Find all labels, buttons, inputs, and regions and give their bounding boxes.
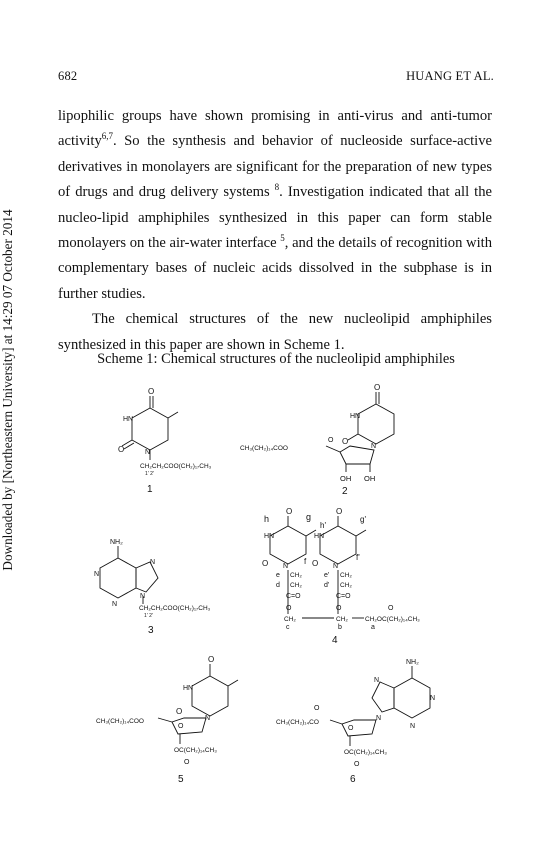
svg-text:O: O: [176, 707, 183, 716]
svg-text:HN: HN: [314, 533, 325, 540]
svg-text:h': h': [320, 521, 326, 530]
svg-text:N: N: [376, 715, 382, 722]
compound-number: 1: [147, 484, 153, 495]
svg-text:N: N: [112, 601, 118, 608]
compound-1: [118, 387, 212, 495]
svg-text:b: b: [338, 624, 342, 631]
svg-text:CH₂OC(CH₂)₁₄CH₃: CH₂OC(CH₂)₁₄CH₃: [365, 616, 420, 623]
svg-text:1' 2': 1' 2': [145, 471, 154, 477]
svg-text:O: O: [312, 559, 319, 568]
svg-text:N: N: [410, 723, 416, 730]
svg-text:HN: HN: [123, 416, 134, 423]
svg-text:CH₂: CH₂: [336, 616, 348, 623]
svg-text:CH₃(CH₂)₁₄CO: CH₃(CH₂)₁₄CO: [276, 719, 319, 726]
svg-text:N: N: [283, 563, 289, 570]
svg-text:O: O: [118, 445, 125, 454]
svg-text:N: N: [140, 593, 146, 600]
compound-3: [94, 539, 211, 636]
scheme-structures: [0, 378, 552, 863]
svg-text:O: O: [208, 655, 215, 664]
body-text: [58, 104, 492, 358]
paragraph-1: lipophilic groups have shown promising in anti-virus and anti-tumor activity$^{6,7}$. So the synthesis and behavior of nucleoside surface-active derivatives in monolayers are significant for the preparation of new types of drugs and drug delivery systems $^8$. Investigation indicated that all the nucleo-lipid amphiphiles synthesized in this paper can form stable monolayers on the air-water interface $^5$, and the details of recognition with complementary bases of nucleic acids dissolved in the subphase is in further studies.: [58, 108, 492, 302]
svg-text:CH₃(CH₂)₁₄COO: CH₃(CH₂)₁₄COO: [240, 445, 288, 452]
svg-text:O: O: [286, 507, 293, 516]
svg-text:O: O: [178, 723, 184, 730]
svg-text:N: N: [145, 449, 151, 456]
svg-text:f': f': [356, 553, 360, 562]
running-title: HUANG ET AL.: [406, 69, 494, 83]
svg-text:h: h: [264, 514, 270, 524]
compound-5: [96, 655, 238, 785]
svg-text:CH₂: CH₂: [290, 582, 302, 589]
svg-text:N: N: [205, 715, 211, 722]
svg-text:N: N: [94, 571, 100, 578]
svg-text:NH₂: NH₂: [110, 539, 123, 546]
svg-text:CH₃(CH₂)₁₄COO: CH₃(CH₂)₁₄COO: [96, 718, 144, 725]
svg-text:O: O: [314, 705, 320, 712]
svg-text:O: O: [328, 437, 334, 444]
svg-text:O: O: [374, 383, 381, 392]
svg-text:O: O: [148, 387, 155, 396]
svg-text:g': g': [360, 515, 366, 524]
compound-6: [276, 659, 435, 785]
svg-text:C=O: C=O: [336, 593, 351, 600]
svg-text:1' 2': 1' 2': [144, 613, 153, 619]
citation: 6,7: [101, 131, 114, 142]
svg-text:e: e: [276, 572, 280, 579]
compound-number: 3: [148, 625, 154, 636]
page-number: 682: [58, 69, 78, 83]
compound-2: [240, 383, 394, 497]
svg-text:HN: HN: [350, 413, 361, 420]
svg-text:HN: HN: [264, 533, 275, 540]
svg-text:N: N: [333, 563, 339, 570]
svg-text:CH₂: CH₂: [340, 572, 352, 579]
paragraph-2: The chemical structures of the new nucleolipid amphiphiles synthesized in this paper are shown in Scheme 1.: [58, 311, 492, 353]
svg-text:CH₂CH₂COO(CH₂)₁₇CH₃: CH₂CH₂COO(CH₂)₁₇CH₃: [140, 463, 212, 470]
svg-text:O: O: [336, 605, 342, 612]
svg-text:d': d': [324, 582, 330, 589]
svg-text:OC(CH₂)₁₄CH₃: OC(CH₂)₁₄CH₃: [174, 747, 217, 754]
svg-text:CH₂: CH₂: [290, 572, 302, 579]
compound-number: 4: [332, 635, 338, 646]
svg-text:O: O: [336, 507, 343, 516]
svg-text:O: O: [286, 605, 292, 612]
svg-text:d: d: [276, 582, 280, 589]
svg-text:N: N: [150, 559, 156, 566]
svg-text:O: O: [184, 759, 190, 766]
svg-text:g: g: [306, 512, 312, 522]
svg-text:OH: OH: [340, 474, 352, 483]
svg-text:OC(CH₂)₁₄CH₃: OC(CH₂)₁₄CH₃: [344, 749, 387, 756]
compound-number: 2: [342, 486, 348, 497]
compound-4: [262, 507, 420, 646]
svg-text:O: O: [348, 725, 354, 732]
svg-text:HN: HN: [183, 685, 194, 692]
svg-text:N: N: [430, 695, 436, 702]
svg-text:C=O: C=O: [286, 593, 301, 600]
scheme-caption: Scheme 1: Chemical structures of the nucleolipid amphiphiles: [97, 351, 455, 367]
compound-number: 5: [178, 774, 184, 785]
svg-text:O: O: [262, 559, 269, 568]
svg-text:N: N: [371, 443, 377, 450]
svg-text:CH₂: CH₂: [284, 616, 296, 623]
svg-text:e': e': [324, 572, 330, 579]
svg-text:O: O: [342, 437, 349, 446]
citation: 8: [274, 182, 280, 193]
svg-text:c: c: [286, 624, 290, 631]
svg-text:OH: OH: [364, 474, 376, 483]
svg-text:CH₂CH₂COO(CH₂)₁₇CH₃: CH₂CH₂COO(CH₂)₁₇CH₃: [139, 605, 211, 612]
compound-number: 6: [350, 774, 356, 785]
svg-text:N: N: [374, 677, 380, 684]
svg-text:f: f: [304, 557, 307, 566]
download-watermark: Downloaded by [Northeastern University] at 14:29 07 October 2014: [0, 209, 15, 571]
svg-text:NH₂: NH₂: [406, 659, 419, 666]
svg-text:CH₂: CH₂: [340, 582, 352, 589]
svg-text:O: O: [354, 761, 360, 768]
citation: 5: [280, 233, 285, 244]
svg-text:a: a: [371, 624, 375, 631]
svg-text:O: O: [388, 605, 394, 612]
